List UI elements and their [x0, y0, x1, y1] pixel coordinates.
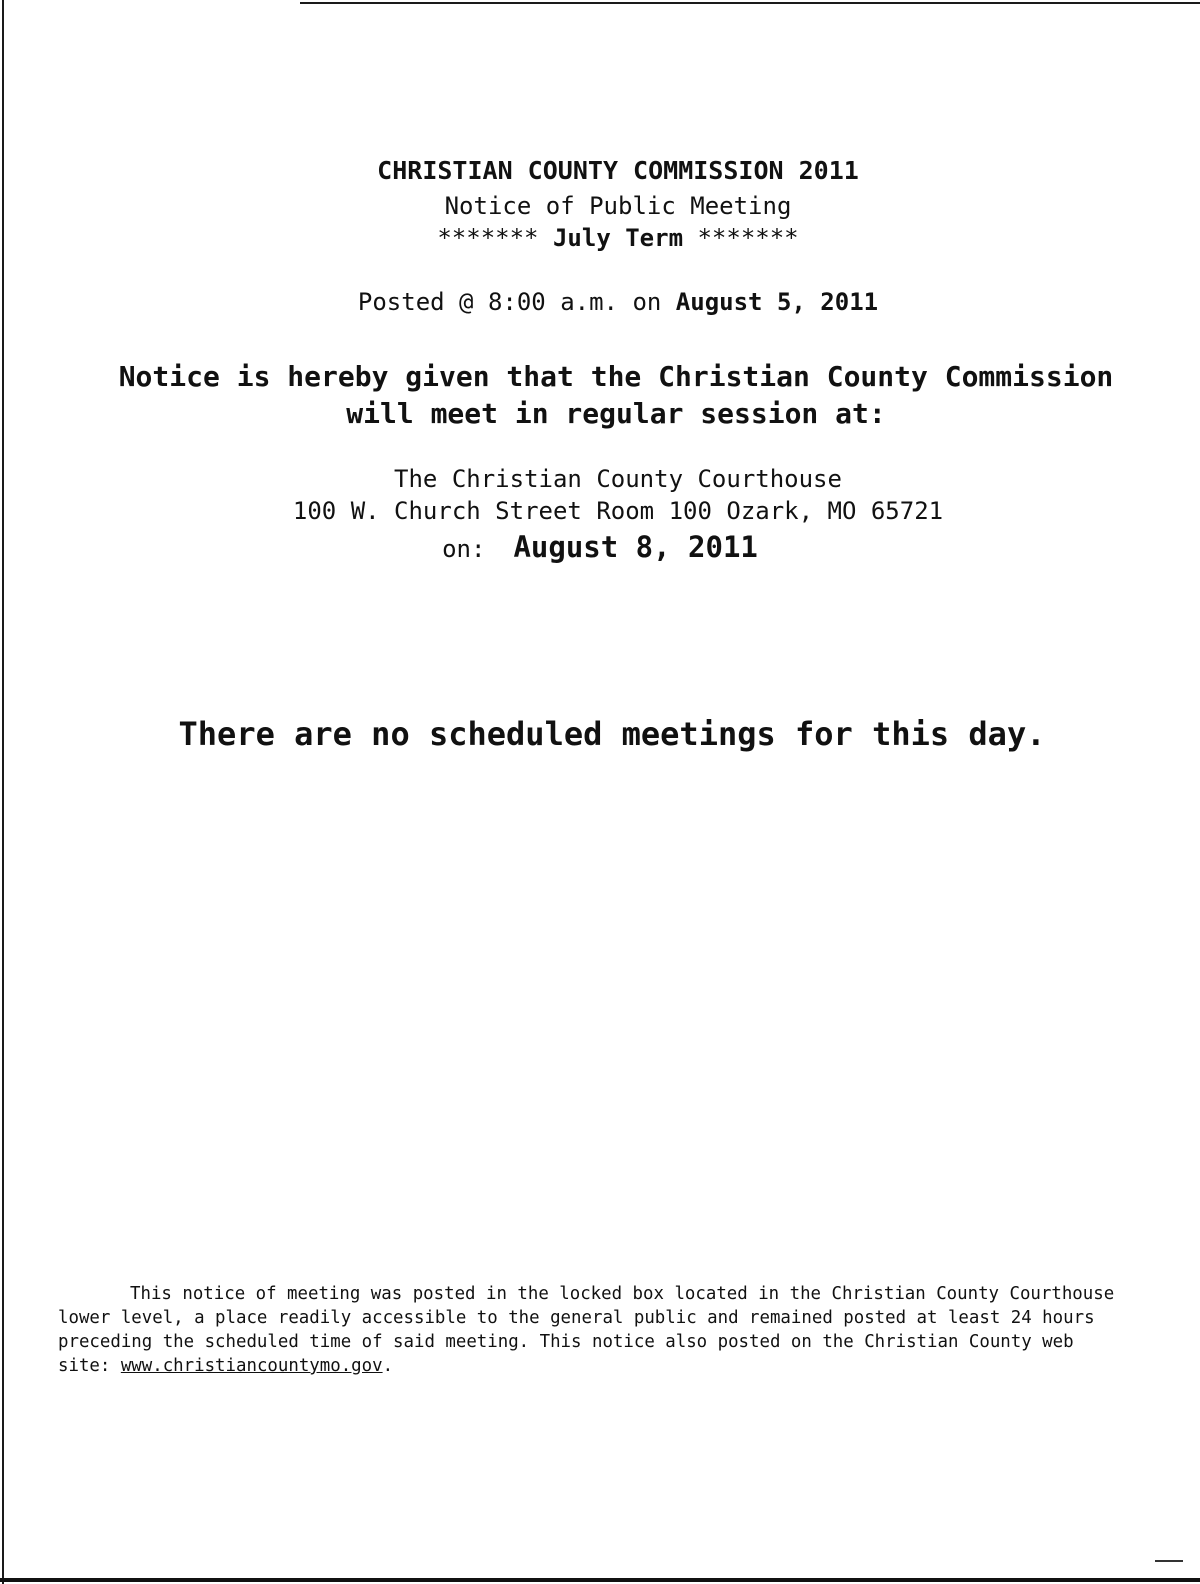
meeting-address: 100 W. Church Street Room 100 Ozark, MO 65721 [292, 497, 944, 525]
posted-prefix: Posted @ 8:00 a.m. on [357, 288, 662, 316]
posting-footnote [58, 1282, 1158, 1378]
term-line [18, 224, 1200, 252]
document-title: CHRISTIAN COUNTY COMMISSION 2011 [377, 156, 859, 185]
notice-line-1: Notice is hereby given that the Christian County Commission [118, 360, 1114, 393]
notice-line-2: will meet in regular session at: [346, 397, 886, 430]
posted-date: August 5, 2011 [675, 288, 879, 316]
footnote-line-4-suffix: . [382, 1356, 394, 1376]
footnote-line-1: This notice of meeting was posted in the locked box located in the Christian County Courthouse [130, 1284, 1115, 1304]
footnote-line-4-prefix: site: [58, 1356, 121, 1376]
meeting-date-line [0, 530, 1200, 564]
footnote-line-2: lower level, a place readily accessible to the general public and remained posted at least 24 hours [58, 1308, 1095, 1328]
scan-mark [1155, 1560, 1183, 1562]
term-name: July Term [552, 224, 684, 252]
document-subtitle: Notice of Public Meeting [444, 192, 792, 220]
scan-edge-top [300, 2, 1200, 4]
on-label: on: [442, 535, 486, 563]
website-link[interactable]: www.christiancountymo.gov [120, 1356, 383, 1376]
term-stars-right: ******* [697, 224, 799, 252]
scan-edge-bottom [0, 1578, 1200, 1582]
footnote-line-3: preceding the scheduled time of said meeting. This notice also posted on the Christian County web [58, 1332, 1074, 1352]
status-message: There are no scheduled meetings for this day. [178, 715, 1046, 753]
posted-line [18, 288, 1200, 316]
meeting-place: The Christian County Courthouse [394, 465, 842, 493]
meeting-date: August 8, 2011 [513, 530, 758, 564]
scan-edge-left [2, 0, 4, 1584]
term-stars-left: ******* [437, 224, 539, 252]
